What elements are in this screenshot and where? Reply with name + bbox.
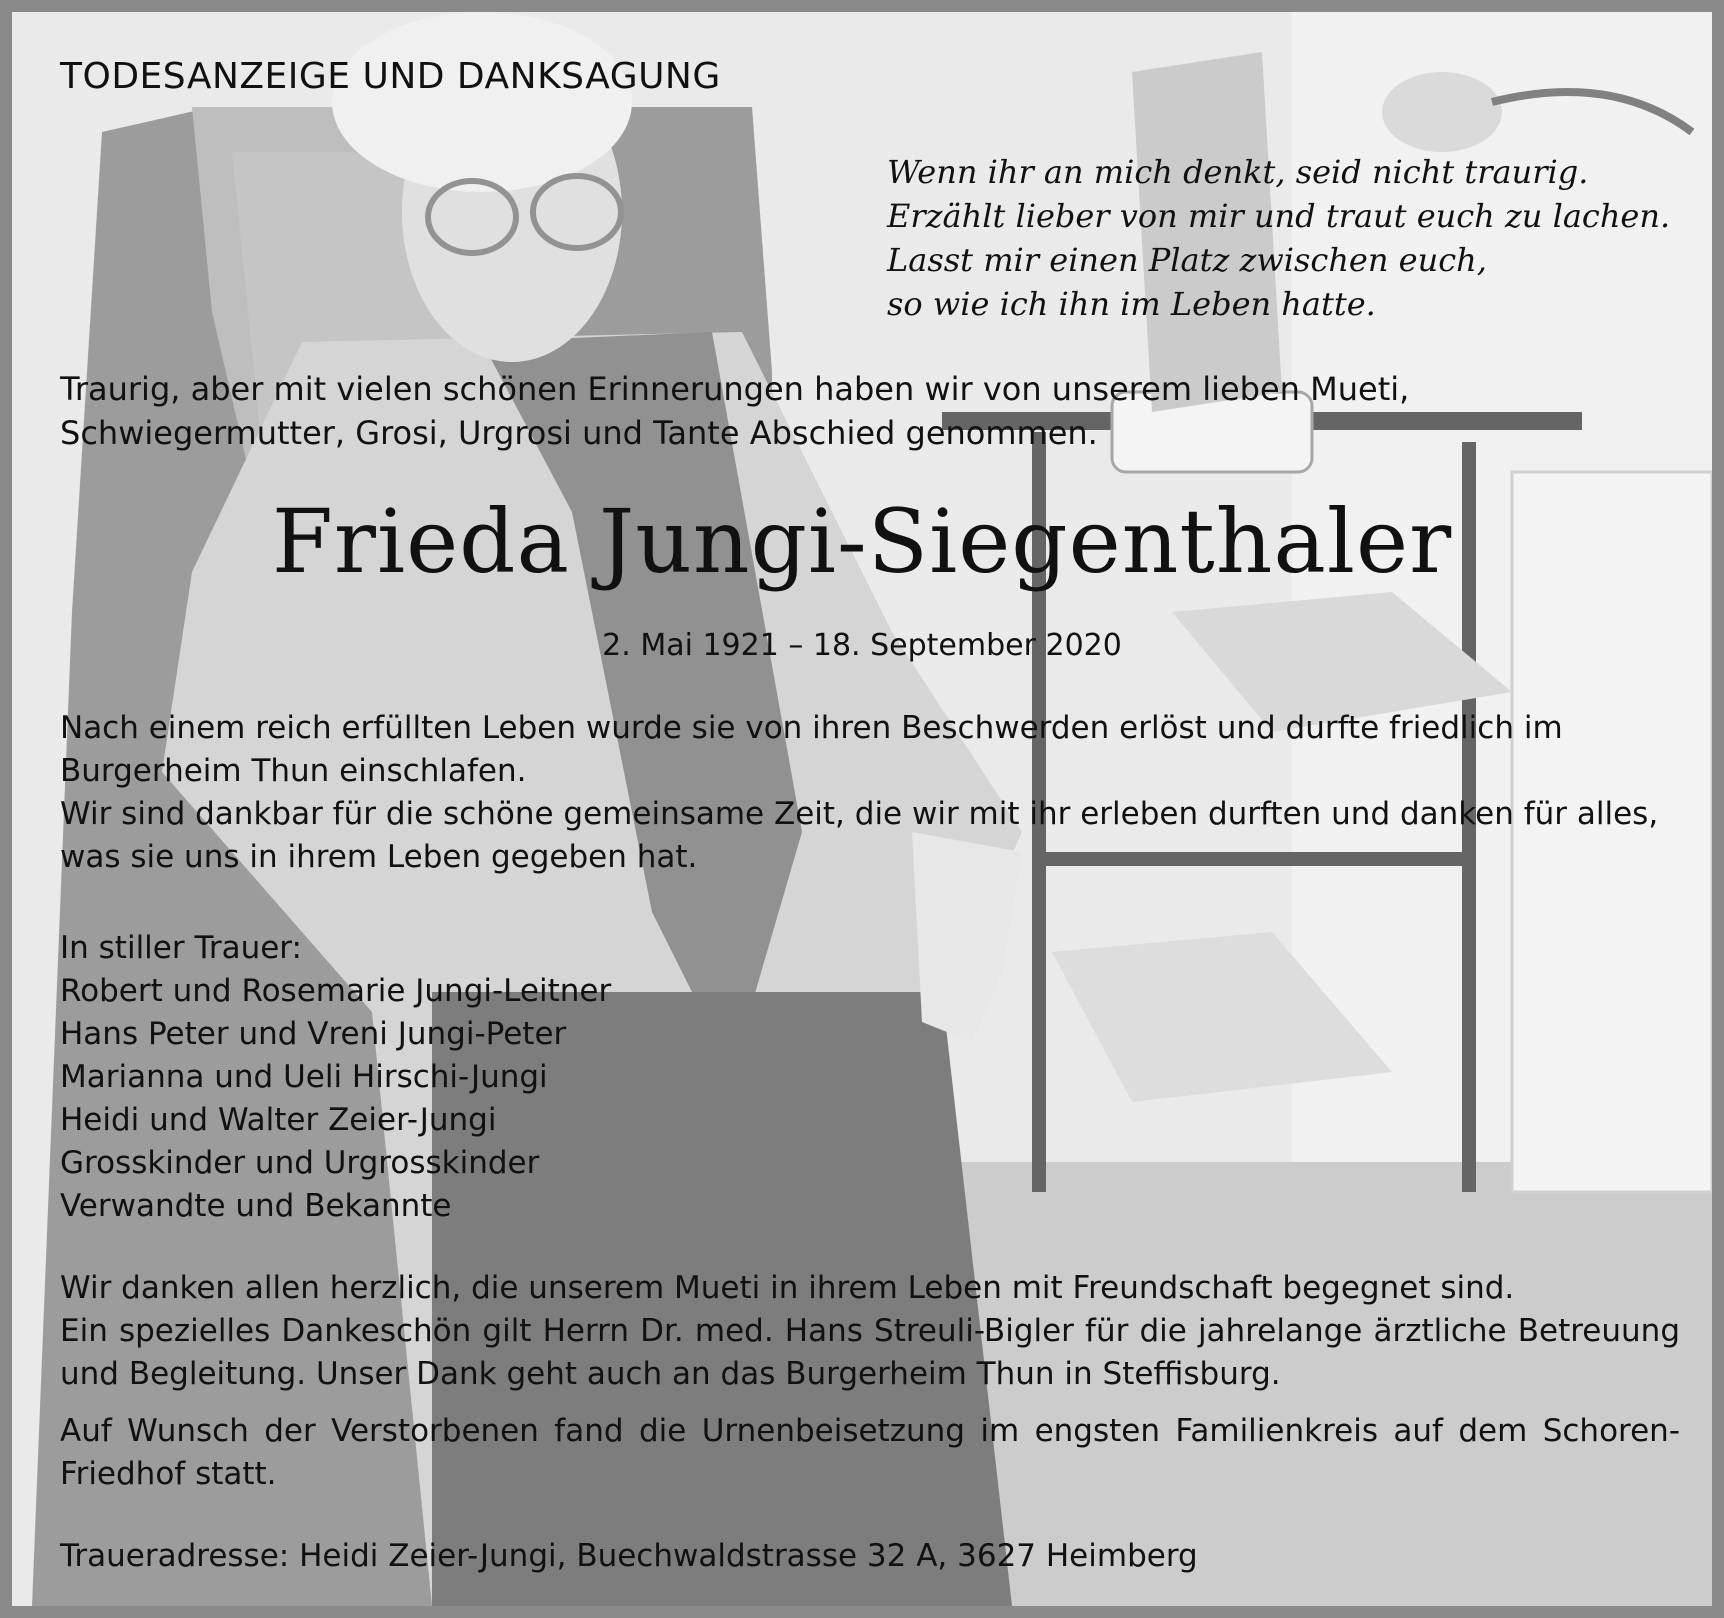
poem-line: so wie ich ihn im Leben hatte. bbox=[887, 285, 1376, 323]
intro-text: Traurig, aber mit vielen schönen Erinnerungen haben wir von unserem lieben Mueti, Schwiegermutter, Grosi, Urgrosi und Tante Abschied genommen. bbox=[60, 370, 1410, 452]
mourning-address: Traueradresse: Heidi Zeier-Jungi, Buechwaldstrasse 32 A, 3627 Heimberg bbox=[60, 1538, 1198, 1574]
mourner-entry: Verwandte und Bekannte bbox=[60, 1188, 452, 1224]
poem-line: Lasst mir einen Platz zwischen euch, bbox=[887, 241, 1487, 279]
mourner-entry: Marianna und Ueli Hirschi-Jungi bbox=[60, 1059, 548, 1095]
poem-line: Wenn ihr an mich denkt, seid nicht traurig. bbox=[887, 153, 1589, 191]
mourner-entry: Grosskinder und Urgrosskinder bbox=[60, 1145, 540, 1181]
thanks-paragraph: Wir danken allen herzlich, die unserem Mueti in ihrem Leben mit Freundschaft begegnet sind. bbox=[60, 1270, 1515, 1306]
mourner-entry: Heidi und Walter Zeier-Jungi bbox=[60, 1102, 497, 1138]
poem-line: Erzählt lieber von mir und traut euch zu lachen. bbox=[887, 197, 1671, 235]
burial-note: Auf Wunsch der Verstorbenen fand die Urnenbeisetzung im engsten Familienkreis auf dem Schoren-Friedhof statt. bbox=[60, 1413, 1680, 1492]
notice-heading: TODESANZEIGE UND DANKSAGUNG bbox=[60, 56, 721, 97]
mourners-title: In stiller Trauer: bbox=[60, 930, 302, 966]
thanks-text bbox=[60, 1267, 1680, 1396]
mourners-list bbox=[60, 927, 611, 1228]
body-text bbox=[60, 707, 1680, 879]
mourner-entry: Hans Peter und Vreni Jungi-Peter bbox=[60, 1016, 567, 1052]
poem bbox=[887, 150, 1670, 326]
body-paragraph: Wir sind dankbar für die schöne gemeinsame Zeit, die wir mit ihr erleben durften und danken für alles, was sie uns in ihrem Leben gegeben hat. bbox=[60, 796, 1659, 875]
deceased-name: Frieda Jungi-Siegenthaler bbox=[271, 490, 1453, 593]
life-dates: 2. Mai 1921 – 18. September 2020 bbox=[602, 628, 1122, 663]
mourner-entry: Robert und Rosemarie Jungi-Leitner bbox=[60, 973, 612, 1009]
thanks-paragraph: Ein spezielles Dankeschön gilt Herrn Dr. med. Hans Streuli-Bigler für die jahrelange ärztliche Betreuung und Begleitung. Unser Dank geht auch an das Burgerheim Thun in Steffisburg. bbox=[60, 1313, 1680, 1392]
body-paragraph: Nach einem reich erfüllten Leben wurde sie von ihren Beschwerden erlöst und durfte friedlich im Burgerheim Thun einschlafen. bbox=[60, 710, 1563, 789]
